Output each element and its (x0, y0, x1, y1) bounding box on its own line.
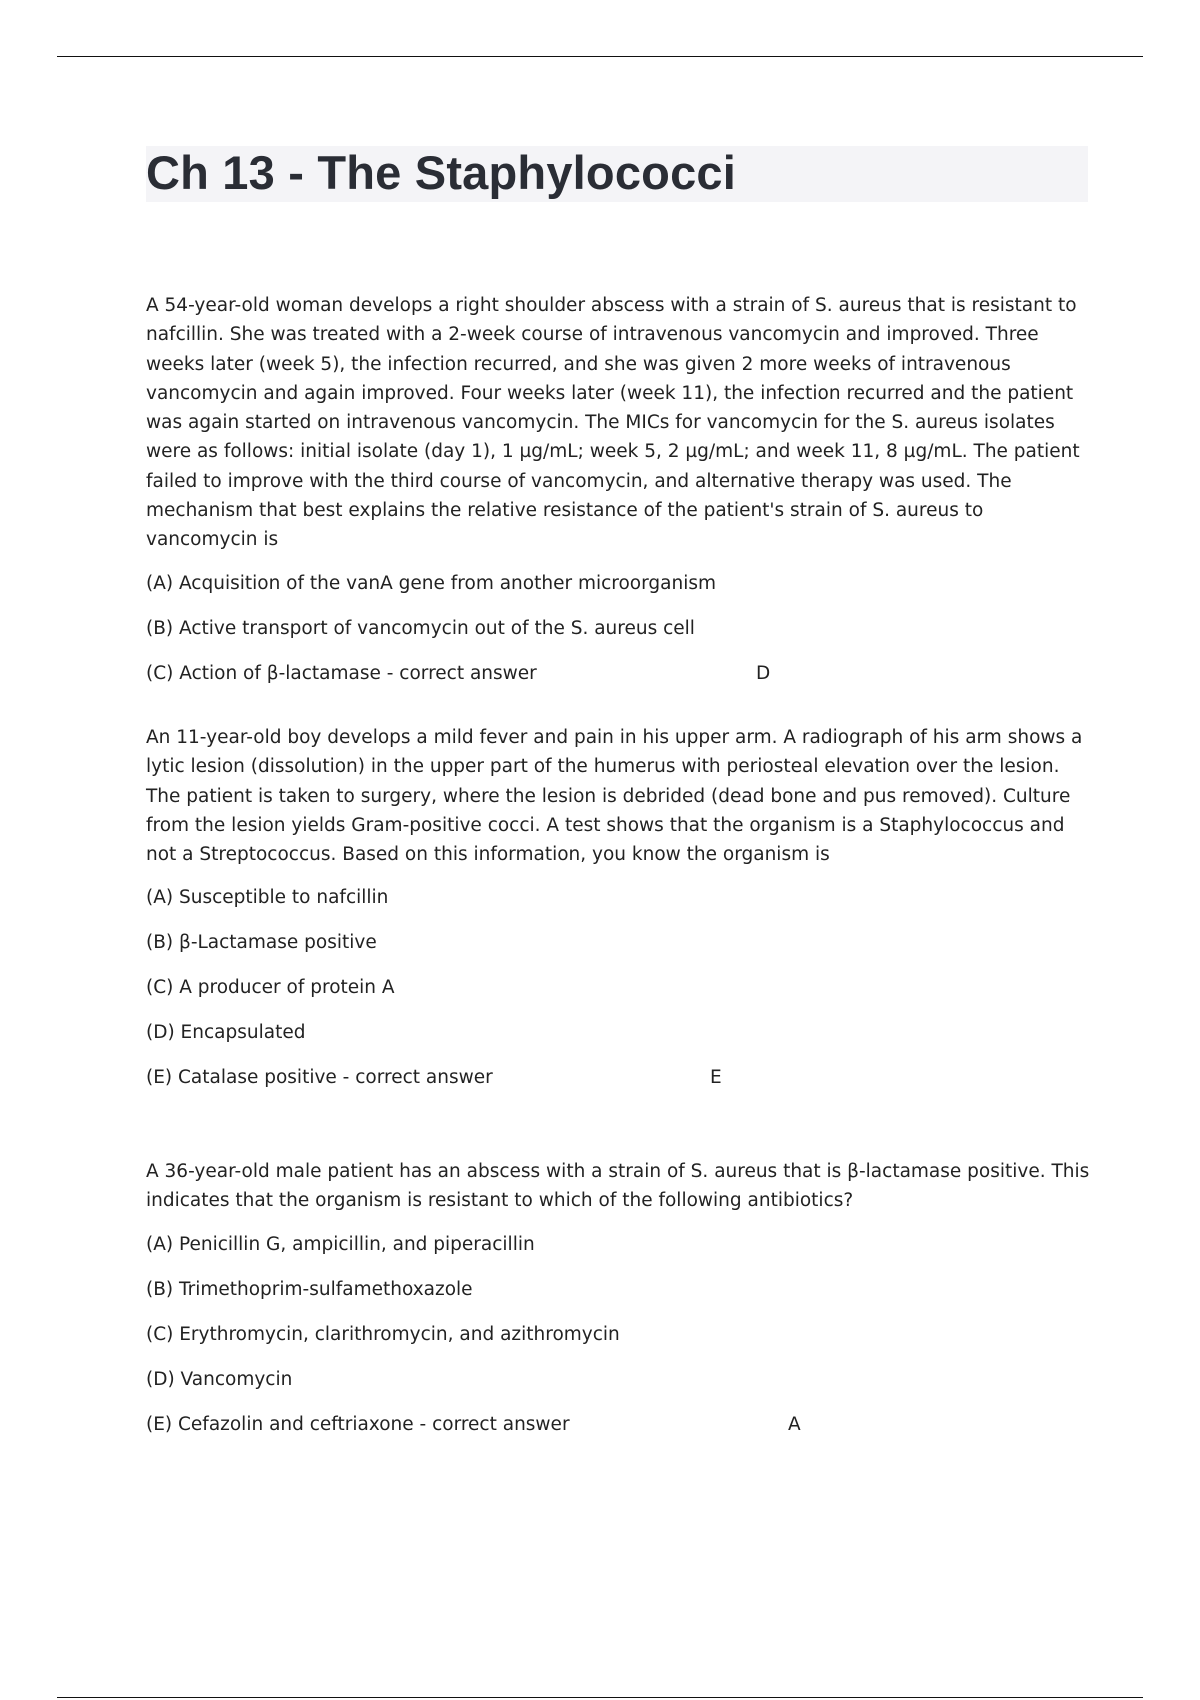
option-list (146, 1230, 1090, 1455)
correct-answer-letter: A (788, 1413, 801, 1435)
option-e (146, 1410, 1090, 1455)
question-stem: An 11-year-old boy develops a mild fever and pain in his upper arm. A radiograph of his arm shows a lytic lesion (dissolution) in the upper part of the humerus with periosteal elevation over the lesion. The patient is taken to surgery, where the lesion is debrided (dead bone and pus removed). Culture from the lesion yields Gram-positive cocci. A test shows that the organism is a Staphylococcus and not a Streptococcus. Based on this information, you know the organism is (146, 727, 1083, 866)
option-text: (C) Action of β-lactamase - correct answer (146, 662, 537, 684)
option-a: (A) Susceptible to nafcillin (146, 887, 389, 909)
option-a: (A) Penicillin G, ampicillin, and piperacillin (146, 1233, 535, 1255)
question-stem: A 36-year-old male patient has an abscess with a strain of S. aureus that is β-lactamase positive. This indicates that the organism is resistant to which of the following antibiotics? (146, 1161, 1090, 1212)
option-d: (D) Vancomycin (146, 1368, 293, 1390)
question-stem: A 54-year-old woman develops a right shoulder abscess with a strain of S. aureus that is resistant to nafcillin. She was treated with a 2-week course of intravenous vancomycin and improved. Three weeks later (week 5), the infection recurred, and she was given 2 more weeks of intravenous vancomycin and again improved. Four weeks later (week 11), the infection recurred and the patient was again started on intravenous vancomycin. The MICs for vancomycin for the S. aureus isolates were as follows: initial isolate (day 1), 1 µg/mL; week 5, 2 µg/mL; and week 11, 8 µg/mL. The patient failed to improve with the third course of vancomycin, and alternative therapy was used. The mechanism that best explains the relative resistance of the patient's strain of S. aureus to vancomycin is (146, 295, 1080, 551)
top-divider (57, 56, 1143, 57)
option-list (146, 569, 1090, 704)
page-title: Ch 13 - The Staphylococci (146, 146, 737, 199)
question-2 (146, 723, 1090, 1108)
option-b: (B) Trimethoprim-sulfamethoxazole (146, 1278, 473, 1300)
option-c (146, 659, 1090, 704)
option-text: (E) Cefazolin and ceftriaxone - correct answer (146, 1413, 570, 1435)
option-b: (B) Active transport of vancomycin out of the S. aureus cell (146, 617, 695, 639)
option-a: (A) Acquisition of the vanA gene from another microorganism (146, 572, 717, 594)
correct-answer-letter: E (710, 1067, 722, 1089)
option-c: (C) Erythromycin, clarithromycin, and azithromycin (146, 1323, 620, 1345)
option-list (146, 883, 1090, 1108)
bottom-divider (57, 1697, 1143, 1698)
option-d: (D) Encapsulated (146, 1022, 306, 1044)
option-e (146, 1063, 1090, 1108)
option-b: (B) β-Lactamase positive (146, 932, 377, 954)
option-text: (E) Catalase positive - correct answer (146, 1067, 493, 1089)
question-1 (146, 291, 1090, 704)
correct-answer-letter: D (756, 662, 771, 684)
question-3 (146, 1157, 1090, 1455)
option-c: (C) A producer of protein A (146, 977, 395, 999)
